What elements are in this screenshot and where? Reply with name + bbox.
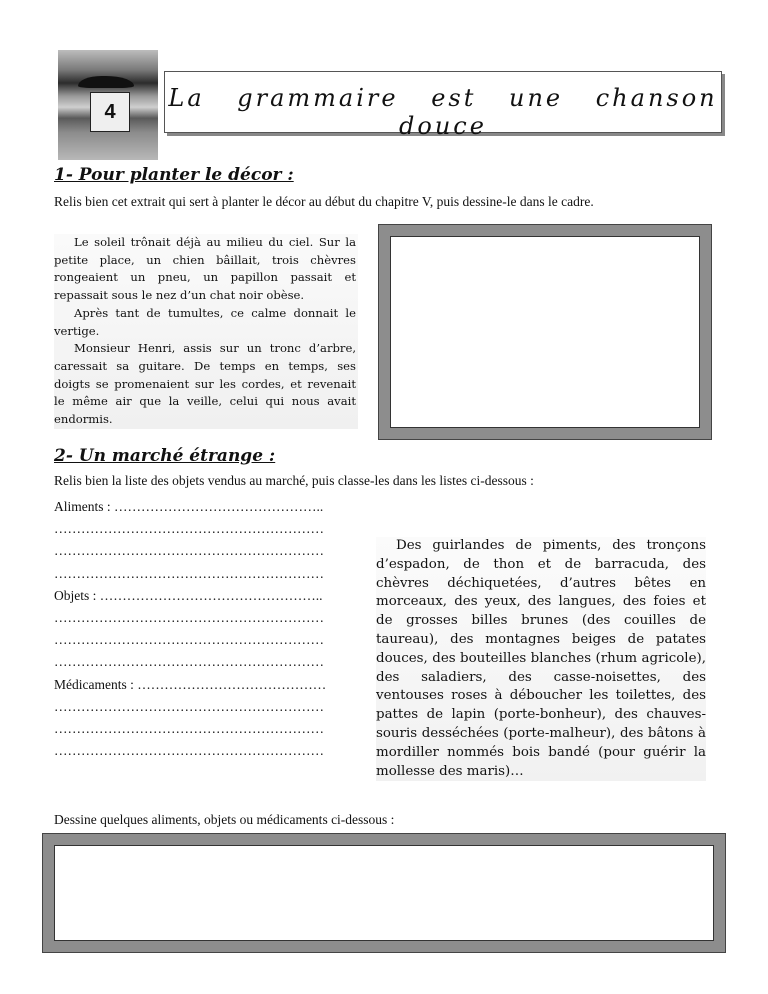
draw-instruction: Dessine quelques aliments, objets ou médicaments ci-dessous : [54, 812, 395, 827]
list-line[interactable]: …………………………………………………… [54, 521, 324, 537]
list-line[interactable]: …………………………………………………… [54, 543, 324, 559]
list-line[interactable]: …………………………………………………… [54, 609, 324, 625]
excerpt-paragraph: Monsieur Henri, assis sur un tronc d’arbre, caressait sa guitare. De temps en temps, ses doigts se promenaient sur les cordes, et revenait le même air que la veille, celui qui nous avait endormis. [54, 341, 356, 427]
decor-excerpt [54, 234, 358, 429]
classification-lists [54, 496, 370, 762]
title-box [164, 71, 722, 140]
market-drawing-frame [42, 833, 726, 953]
decor-drawing-frame [378, 224, 712, 440]
list-line-objets[interactable]: Objets : ………………………………………….. [54, 587, 323, 603]
section1-instruction: Relis bien cet extrait qui sert à planter le décor au début du chapitre V, puis dessine-le dans le cadre. [54, 194, 594, 209]
section2-instruction: Relis bien la liste des objets vendus au marché, puis classe-les dans les listes ci-dessous : [54, 473, 534, 488]
market-paragraph: Des guirlandes de piments, des tronçons d’espadon, de thon et de barracuda, des chèvres déchiquetées, d’autres bêtes en morceaux, des yeux, des langues, des foies et de grosses billes brunes (des couilles de taureau), des montagnes beiges de patates douces, des bouteilles blanches (rhum agricole), des saladiers, des casse-noisettes, des ventouses roses à déboucher les toilettes, des pattes de lapin (porte-bonheur), des chauves-souris desséchées (porte-malheur), des bâtons à mordiller nommés bois bandé (pour guérir la mollesse des maris)… [376, 538, 706, 779]
excerpt-paragraph: Après tant de tumultes, ce calme donnait le vertige. [54, 305, 356, 338]
market-excerpt [376, 537, 706, 781]
page-title: La grammaire est une chanson douce [168, 84, 718, 140]
chapter-number: 4 [90, 92, 130, 132]
section1-heading: 1- Pour planter le décor : [54, 165, 294, 185]
island-silhouette [78, 76, 134, 88]
list-line[interactable]: …………………………………………………… [54, 654, 324, 670]
list-line[interactable]: …………………………………………………… [54, 698, 324, 714]
list-line[interactable]: …………………………………………………… [54, 565, 324, 581]
market-drawing-area[interactable] [54, 845, 714, 941]
list-line[interactable]: …………………………………………………… [54, 743, 324, 759]
list-line[interactable]: …………………………………………………… [54, 632, 324, 648]
excerpt-paragraph: Le soleil trônait déjà au milieu du ciel. Sur la petite place, un chien bâillait, trois chèvres rongeaient un pneu, un papillon passait et repassait sous le nez d’un chat noir obèse. [54, 235, 356, 303]
decor-drawing-area[interactable] [390, 236, 700, 428]
chapter-logo-image [58, 50, 158, 160]
list-line-medicaments[interactable]: Médicaments : …………………………………… [54, 676, 327, 692]
section2-heading: 2- Un marché étrange : [54, 446, 276, 466]
list-line-aliments[interactable]: Aliments : ……………………………………….. [54, 499, 324, 514]
list-line[interactable]: …………………………………………………… [54, 720, 324, 736]
